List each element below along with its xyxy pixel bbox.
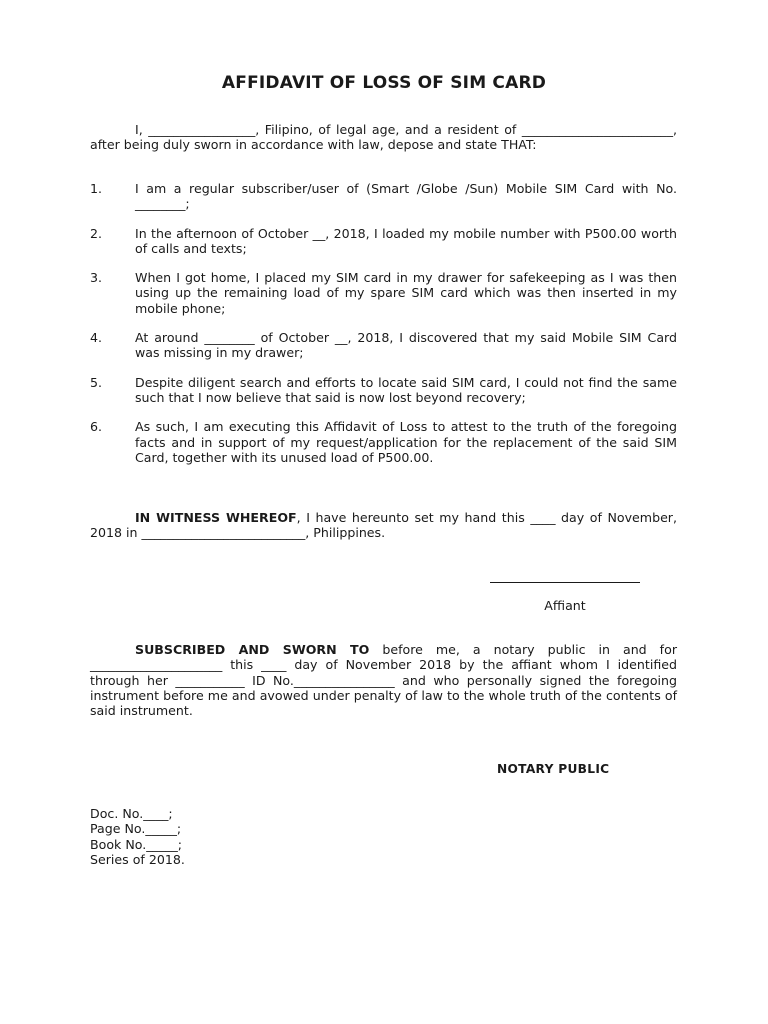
jurat-paragraph <box>90 642 677 718</box>
item-number: 6. <box>90 419 103 435</box>
item-text: In the afternoon of October __, 2018, I loaded my mobile number with P500.00 worth of calls and texts; <box>135 225 677 256</box>
list-item <box>90 226 677 257</box>
item-number: 4. <box>90 330 103 346</box>
series-year: Series of 2018. <box>90 851 185 867</box>
doc-number: Doc. No.____; <box>90 806 173 821</box>
affiant-label: Affiant <box>544 598 586 613</box>
item-text: At around ________ of October __, 2018, I discovered that my said Mobile SIM Card was missing in my drawer; <box>135 330 677 361</box>
intro-paragraph: I, _________________, Filipino, of legal age, and a resident of ________________________, after being duly sworn in accordance with law, depose and state THAT: <box>90 122 677 153</box>
affiant-signature-line <box>490 582 640 583</box>
item-number: 1. <box>90 181 103 196</box>
item-number: 2. <box>90 225 103 241</box>
doc-info-block <box>90 806 185 867</box>
document-title: AFFIDAVIT OF LOSS OF SIM CARD <box>221 73 547 93</box>
item-text: I am a regular subscriber/user of (Smart /Globe /Sun) Mobile SIM Card with No. ________; <box>135 181 677 212</box>
list-item <box>90 330 677 361</box>
item-number: 5. <box>90 374 103 390</box>
item-number: 3. <box>90 270 103 286</box>
witness-lead: IN WITNESS WHEREOF <box>135 510 297 525</box>
item-text: As such, I am executing this Affidavit of Loss to attest to the truth of the foregoing facts and in support of my request/application for the replacement of the said SIM Card, together with its unused load of P500.00. <box>135 419 677 465</box>
page-number: Page No._____; <box>90 821 182 837</box>
book-number: Book No._____; <box>90 836 182 852</box>
item-text: When I got home, I placed my SIM card in my drawer for safekeeping as I was then using up the remaining load of my spare SIM card which was then inserted in my mobile phone; <box>135 270 677 316</box>
witness-paragraph <box>90 510 677 541</box>
list-item <box>90 375 677 406</box>
notary-public-label: NOTARY PUBLIC <box>497 762 610 776</box>
jurat-lead: SUBSCRIBED AND SWORN TO <box>135 642 370 657</box>
list-item <box>90 419 677 465</box>
list-item <box>90 181 677 212</box>
item-text: Despite diligent search and efforts to locate said SIM card, I could not find the same such that I now believe that said is now lost beyond recovery; <box>135 374 677 405</box>
jurat-text: before me, a notary public in and for _____________________ this ____ day of November 2018 by the affiant whom I identified through her ___________ ID No.________________ and who personally signed the foregoing instrument before me and avowed under penalty of law to the whole truth of the contents of said instrument. <box>90 642 677 719</box>
witness-text: , I have hereunto set my hand this ____ day of November, 2018 in __________________________, Philippines. <box>90 510 677 541</box>
list-item <box>90 270 677 316</box>
statement-list <box>90 181 677 479</box>
